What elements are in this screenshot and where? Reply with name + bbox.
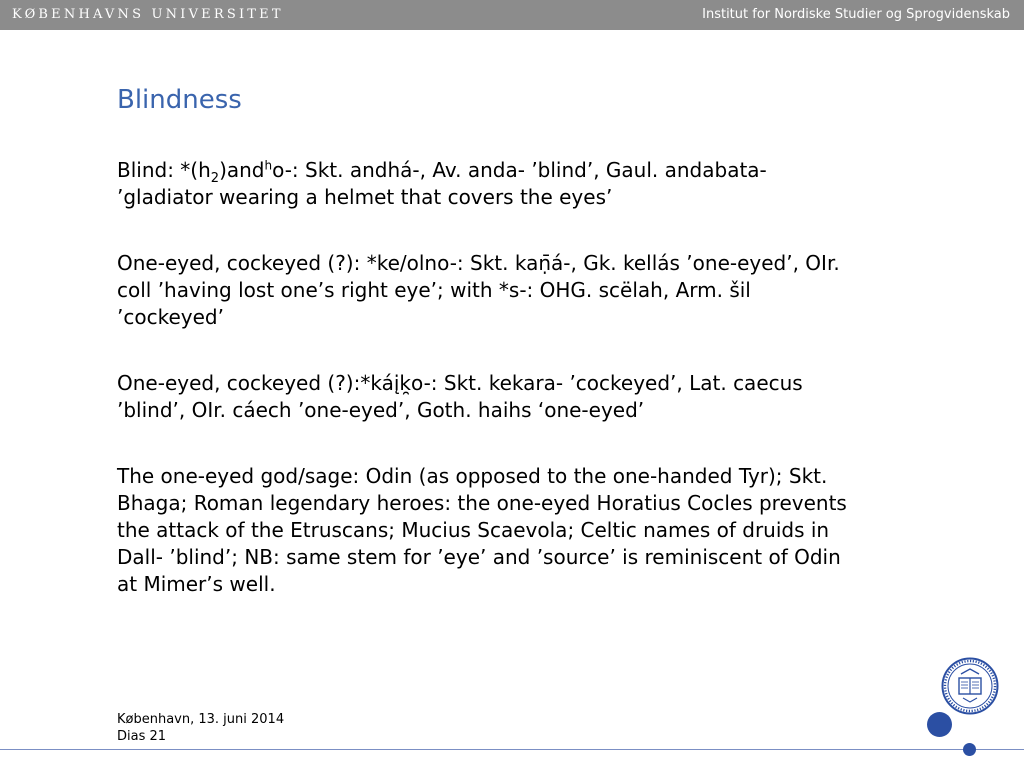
- paragraph-one-eyed-kaiko: One-eyed, cockeyed (?):*káįk̯o-: Skt. kekara- ’cockeyed’, Lat. caecus ’blind’, OIr. cáech ’one-eyed’, Goth. haihs ‘one-eyed’: [117, 371, 803, 422]
- paragraph-blind-part-b: )and: [219, 158, 265, 182]
- subscript-2: 2: [210, 171, 220, 186]
- paragraph-blind: [117, 157, 862, 211]
- institute-name: Institut for Nordiske Studier og Sprogvidenskab: [702, 7, 1010, 22]
- slide-body: [117, 157, 862, 637]
- decorative-small-dot-icon: [963, 743, 976, 756]
- decorative-dot-icon: [927, 712, 952, 737]
- superscript-h: h: [264, 158, 273, 173]
- paragraph-blind-part-c: o-: Skt. andhá-, Av. anda- ’blind’, Gaul. andabata- ’gladiator wearing a helmet that covers the eyes’: [117, 158, 767, 209]
- footer-place-date: København, 13. juni 2014: [117, 712, 285, 727]
- paragraph-one-eyed-god: The one-eyed god/sage: Odin (as opposed to the one-handed Tyr); Skt. Bhaga; Roman legendary heroes: the one-eyed Horatius Cocles prevents the attack of the Etruscans; Mucius Scaevola; Celtic names of druids in Dall- ’blind’; NB: same stem for ’eye’ and ’source’ is reminiscent of Odin at Mimer’s well.: [117, 464, 847, 596]
- university-seal-icon: [941, 657, 999, 715]
- university-name: KØBENHAVNS UNIVERSITET: [12, 7, 284, 22]
- footer-page-number: Dias 21: [117, 729, 167, 744]
- paragraph-blind-part-a: Blind: *(h: [117, 158, 211, 182]
- header-bar: [0, 0, 1024, 30]
- slide-title: Blindness: [117, 85, 242, 115]
- paragraph-one-eyed-kelno: One-eyed, cockeyed (?): *ke/olno-: Skt. kaṇ̄á-, Gk. kellás ’one-eyed’, OIr. coll ’having lost one’s right eye’; with *s-: OHG. scëlah, Arm. šil ’cockeyed’: [117, 251, 840, 329]
- footer-divider: [0, 749, 1024, 750]
